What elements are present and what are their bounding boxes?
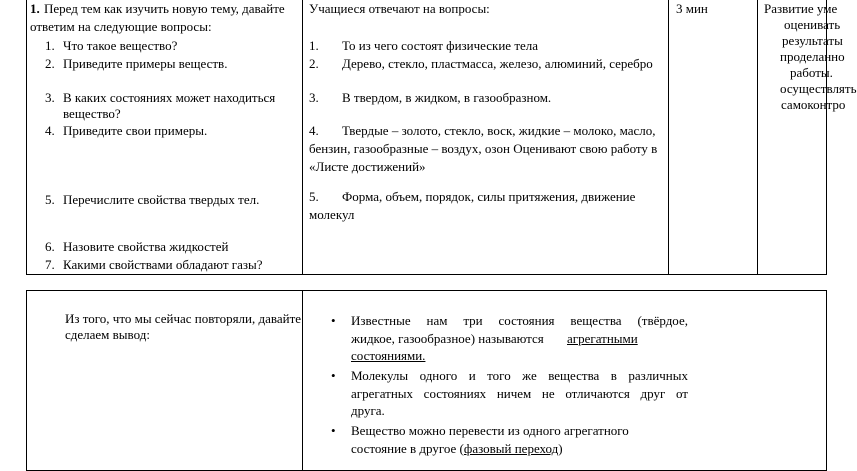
teacher-questions-cell [27,0,303,275]
intro-line-2: ответим на следующие вопросы: [30,19,212,34]
answer-4-text-line2: бензин, газообразные – воздух, озон Оценивают свою работу в [309,141,658,156]
aggregate-term-part-1: агрегатными [567,331,638,346]
conclusion-prompt-line-1: Из того, что мы сейчас повторяли, давайте [65,311,302,326]
answer-5-number: 5. [309,189,319,204]
question-2-text: Приведите примеры веществ. [63,56,228,71]
skills-line-6: осуществлять [780,81,857,96]
time-cell [669,0,758,275]
question-4-text: Приведите свои примеры. [63,123,208,138]
conclusion-table [26,290,827,471]
answer-5-text-line1: Форма, объем, порядок, силы притяжения, движение [342,189,636,204]
bullet-3-line-2-text: состояние в другое ( [351,441,464,456]
question-2-number: 2. [45,56,55,71]
skills-line-3: результаты [782,33,843,48]
question-7-text: Какими свойствами обладают газы? [63,257,263,272]
question-6-number: 6. [45,239,55,254]
bullet-2-line-3: друга. [351,403,385,418]
question-3-number: 3. [45,90,55,105]
bullet-3-line-1: Вещество можно перевести из одного агрегатного [351,423,629,438]
skills-line-1: Развитие уме [764,1,838,16]
question-5-text: Перечислите свойства твердых тел. [63,192,260,207]
question-3-text-cont: вещество? [63,106,121,121]
conclusion-points-cell [303,291,827,471]
answer-4-text-line3: «Листе достижений» [309,159,426,174]
phase-transition-term: фазовый переход [463,441,559,456]
answer-5-text-line2: молекул [309,207,355,222]
bullet-2-marker: • [331,368,336,383]
time-value: 3 мин [676,1,708,16]
bullet-2-line-1: Молекулы одного и того же вещества в различных [351,368,688,383]
answer-1-text: То из чего состоят физические тела [342,38,539,53]
question-3-text: В каких состояниях может находиться [63,90,276,105]
intro-number: 1. [30,1,40,16]
bullet-2-line-2: агрегатных состояниях ничем не отличаются друг от [351,386,688,401]
question-6-text: Назовите свойства жидкостей [63,239,229,254]
bullet-3-line-2 [351,441,563,457]
student-answers-cell [303,0,669,275]
bullet-1-line-2 [351,331,638,347]
answer-3-text: В твердом, в жидком, в газообразном. [342,90,552,105]
conclusion-prompt-line-2: сделаем вывод: [65,327,150,342]
answer-1-number: 1. [309,38,319,53]
answer-4-text-line1: Твердые – золото, стекло, воск, жидкие – молоко, масло, [342,123,656,138]
aggregate-term-part-2: состояниями. [351,348,426,363]
skills-line-5: работы. [790,65,833,80]
answers-heading: Учащиеся отвечают на вопросы: [309,1,490,16]
bullet-1-line-2-text: жидкое, газообразное) называются [351,331,544,346]
skills-cell [758,0,857,275]
conclusion-prompt-cell [27,291,303,471]
question-7-number: 7. [45,257,55,272]
skills-line-4: проделанно [780,49,845,64]
answer-2-text: Дерево, стекло, пластмасса, железо, алюминий, серебро [342,56,653,71]
bullet-1-marker: • [331,313,336,328]
intro-line-1: Перед тем как изучить новую тему, давайте [44,1,285,16]
skills-line-7: самоконтро [781,97,846,112]
question-1-text: Что такое вещество? [63,38,178,53]
bullet-3-line-2-end: ) [558,441,563,456]
answer-3-number: 3. [309,90,319,105]
bullet-3-marker: • [331,423,336,438]
answer-2-number: 2. [309,56,319,71]
lesson-stage-table [26,0,857,275]
bullet-1-line-1: Известные нам три состояния вещества (твёрдое, [351,313,688,328]
skills-line-2: оценивать [784,17,841,32]
answer-4-number: 4. [309,123,319,138]
question-4-number: 4. [45,123,55,138]
question-5-number: 5. [45,192,55,207]
question-1-number: 1. [45,38,55,53]
